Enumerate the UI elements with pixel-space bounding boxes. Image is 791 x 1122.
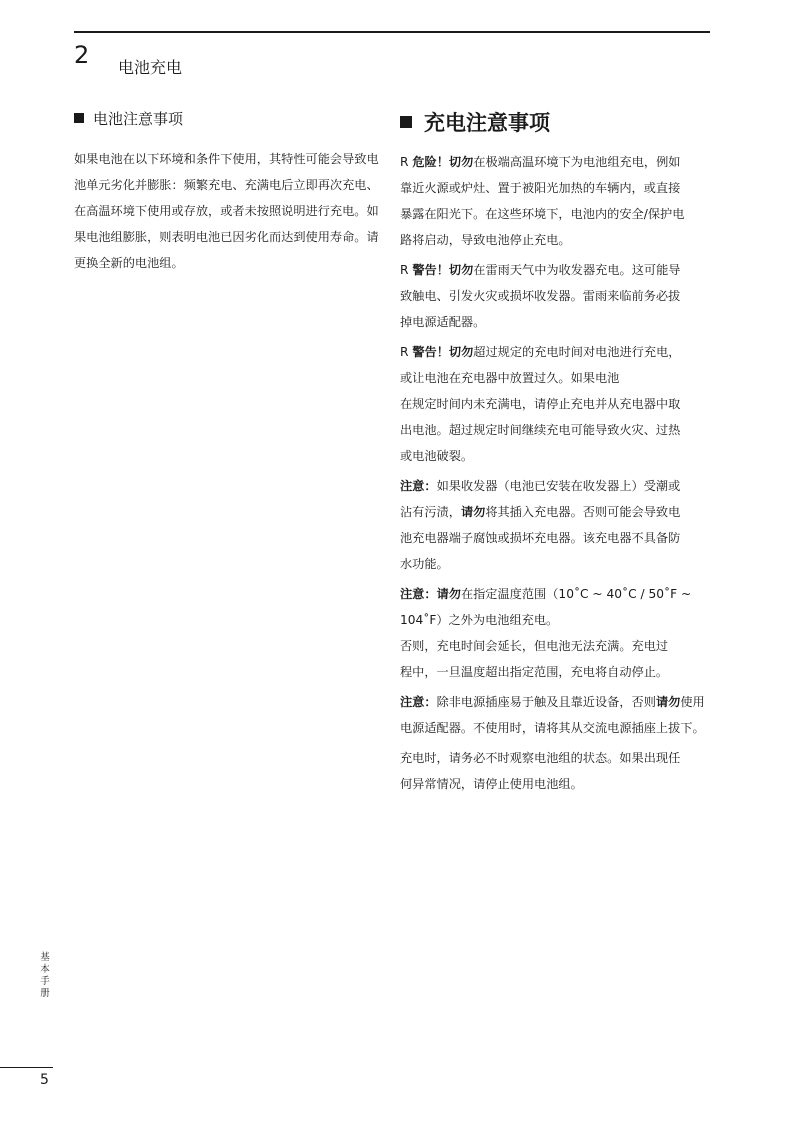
- side-section-label: 基本手册: [40, 952, 50, 999]
- warning-icon: R: [400, 345, 409, 359]
- caution-note: 注意：请勿在指定温度范围（10˚C ~ 40˚C / 50˚F ~ 104˚F）之外为电池组充电。 否则，充电时间会延长，但电池无法充满。充电过 程中，一旦温度超出指定范围，充电将自动停止。: [400, 587, 692, 679]
- page-number: 5: [40, 1072, 49, 1088]
- chapter-title: 电池充电: [118, 58, 183, 77]
- caution-note: 注意：除非电源插座易于触及且靠近设备，否则请勿使用 电源适配器。不使用时，请将其从交流电源插座上拔下。: [400, 695, 705, 735]
- section-heading: 充电注意事项: [400, 108, 735, 138]
- charging-precautions-section: [400, 108, 735, 801]
- square-bullet-icon: [74, 113, 84, 123]
- caution-note: 注意：如果收发器（电池已安装在收发器上）受潮或 沾有污渍，请勿将其插入充电器。否则可能会导致电 池充电器端子腐蚀或损坏充电器。该充电器不具备防 水功能。: [400, 479, 681, 571]
- section-heading: 电池注意事项: [74, 108, 380, 130]
- danger-note: R 危险！切勿在极端高温环境下为电池组充电，例如 靠近火源或炉灶、置于被阳光加热的车辆内，或直接 暴露在阳光下。在这些环境下，电池内的安全/保护电 路将启动，导致电池停止充电。: [400, 155, 685, 247]
- warning-note: R 警告！切勿在雷雨天气中为收发器充电。这可能导 致触电、引发火灾或损坏收发器。雷雨来临前务必拔 掉电源适配器。: [400, 263, 681, 329]
- footer-rule: [0, 1067, 53, 1068]
- chapter-number: 2: [74, 41, 90, 69]
- warning-note: R 警告！切勿超过规定的充电时间对电池进行充电， 或让电池在充电器中放置过久。如果电池 在规定时间内未充满电，请停止充电并从充电器中取 出电池。超过规定时间继续充电可能导致火灾、过热 或电池破裂。: [400, 345, 681, 463]
- warning-icon: R: [400, 263, 409, 277]
- battery-precautions-section: [74, 108, 380, 276]
- general-note: 充电时，请务必不时观察电池组的状态。如果出现任 何异常情况，请停止使用电池组。: [400, 751, 681, 791]
- section-body: 如果电池在以下环境和条件下使用，其特性可能会导致电池单元劣化并膨胀：频繁充电、充满电后立即再次充电、在高温环境下使用或存放，或者未按照说明进行充电。如果电池组膨胀，则表明电池已因劣化而达到使用寿命。请更换全新的电池组。: [74, 152, 379, 270]
- warning-icon: R: [400, 155, 409, 169]
- header-rule: [74, 31, 710, 33]
- square-bullet-icon: [400, 116, 412, 128]
